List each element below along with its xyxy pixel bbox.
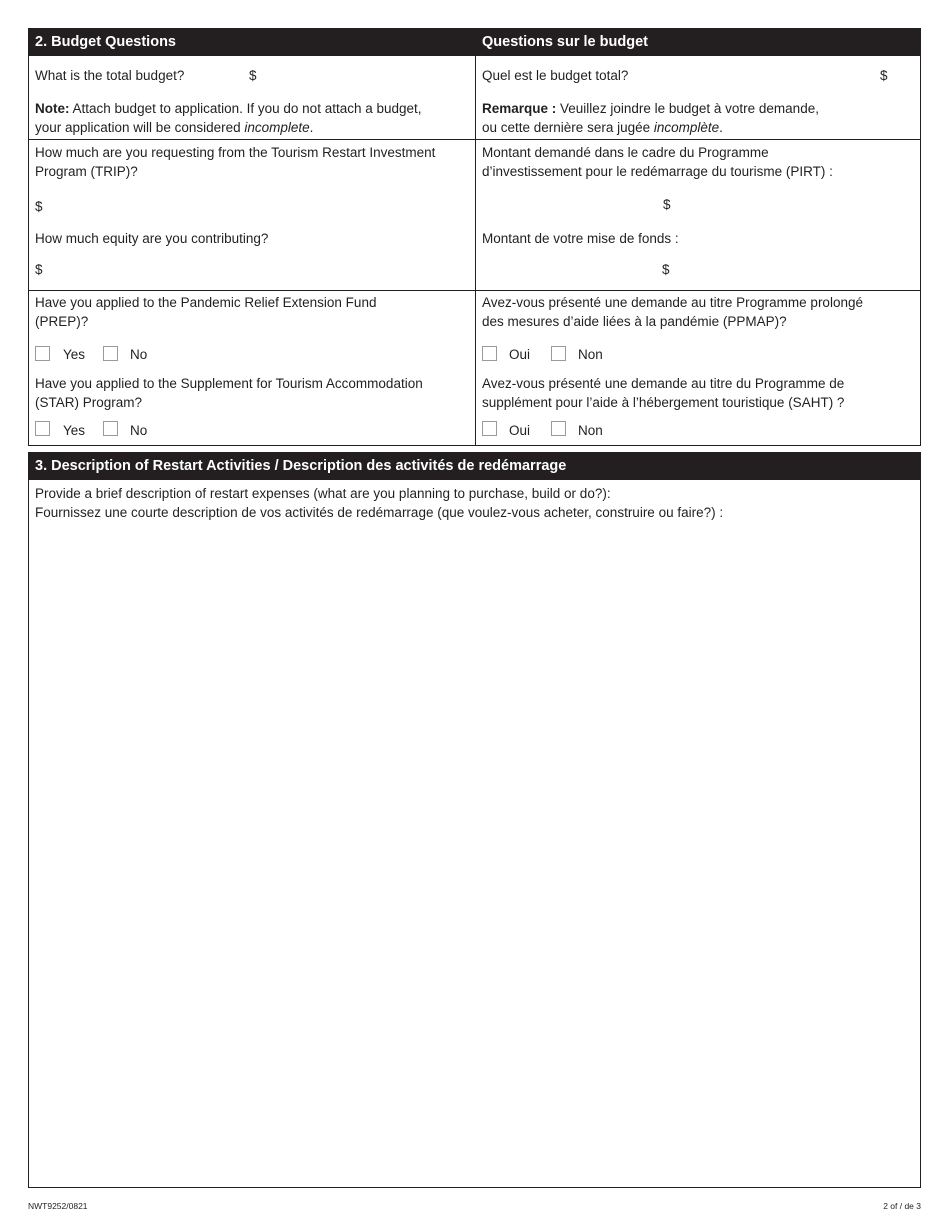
prep-no-label: No [130,347,148,362]
star-yes-checkbox[interactable] [35,421,50,436]
prep-non-checkbox[interactable] [551,346,566,361]
trip-request-label-en-line2: Program (TRIP)? [35,164,138,179]
form-id: NWT9252/0821 [28,1201,88,1211]
description-prompt-fr: Fournissez une courte description de vos activités de redémarrage (que voulez-vous acheter, construire ou faire?) : [35,505,724,520]
budget-note-fr: Remarque : Veuillez joindre le budget à votre demande, [482,101,819,116]
trip-request-label-fr-line2: d’investissement pour le redémarrage du tourisme (PIRT) : [482,164,833,179]
restart-activities-section [28,452,921,1188]
section-2-header-en: 2. Budget Questions [29,29,475,56]
description-textarea[interactable] [35,527,913,1177]
trip-request-input-en[interactable]: $ [35,199,43,214]
prep-question-fr: Avez-vous présenté une demande au titre Programme prolongé [482,295,863,310]
total-budget-input-fr[interactable]: $ [880,68,888,83]
trip-request-input-fr[interactable]: $ [663,197,671,212]
star-no-label: No [130,423,148,438]
equity-label-fr: Montant de votre mise de fonds : [482,231,679,246]
row-divider [29,139,920,140]
section-2-header-fr: Questions sur le budget [476,29,920,56]
prep-question-en-line2: (PREP)? [35,314,89,329]
star-non-label: Non [578,423,603,438]
prep-question-fr-line2: des mesures d’aide liées à la pandémie (PPMAP)? [482,314,787,329]
star-no-checkbox[interactable] [103,421,118,436]
star-question-fr-line2: supplément pour l’aide à l’hébergement touristique (SAHT) ? [482,395,845,410]
trip-request-label-fr: Montant demandé dans le cadre du Programme [482,145,769,160]
star-question-en: Have you applied to the Supplement for Tourism Accommodation [35,376,423,391]
prep-non-label: Non [578,347,603,362]
section-3-header: 3. Description of Restart Activities / Description des activités de redémarrage [29,453,920,480]
prep-oui-label: Oui [509,347,531,362]
budget-note-en-line2: your application will be considered incomplete. [35,120,314,135]
prep-question-en: Have you applied to the Pandemic Relief Extension Fund [35,295,377,310]
total-budget-label-fr: Quel est le budget total? [482,68,629,83]
total-budget-label-en: What is the total budget? [35,68,185,83]
star-question-en-line2: (STAR) Program? [35,395,143,410]
budget-note-fr-line2: ou cette dernière sera jugée incomplète. [482,120,723,135]
prep-yes-label: Yes [63,347,86,362]
row-divider [29,290,920,291]
page-number: 2 of / de 3 [883,1201,921,1211]
column-divider [475,29,476,445]
prep-oui-checkbox[interactable] [482,346,497,361]
equity-label-en: How much equity are you contributing? [35,231,269,246]
budget-note-en: Note: Attach budget to application. If you do not attach a budget, [35,101,422,116]
equity-input-en[interactable]: $ [35,262,43,277]
equity-input-fr[interactable]: $ [662,262,670,277]
star-non-checkbox[interactable] [551,421,566,436]
star-yes-label: Yes [63,423,86,438]
star-oui-checkbox[interactable] [482,421,497,436]
trip-request-label-en: How much are you requesting from the Tourism Restart Investment [35,145,436,160]
budget-questions-section [28,28,921,446]
prep-no-checkbox[interactable] [103,346,118,361]
star-question-fr: Avez-vous présenté une demande au titre du Programme de [482,376,845,391]
description-prompt-en: Provide a brief description of restart expenses (what are you planning to purchase, build or do?): [35,486,611,501]
star-oui-label: Oui [509,423,531,438]
total-budget-input-en[interactable]: $ [249,68,257,83]
prep-yes-checkbox[interactable] [35,346,50,361]
